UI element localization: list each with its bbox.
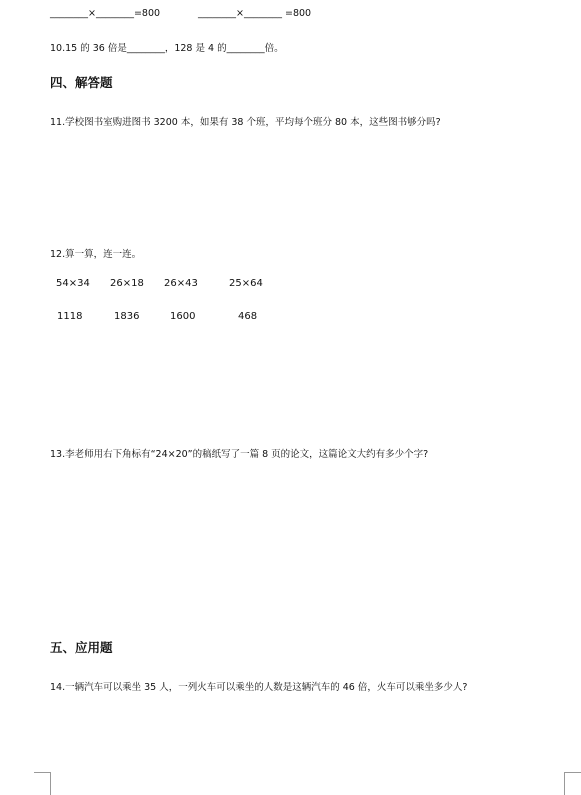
expression-2: 26×18 <box>110 278 144 289</box>
q9-blank-right: ________×________ =800 <box>198 8 312 19</box>
result-4: 468 <box>238 311 258 322</box>
question-14: 14.一辆汽车可以乘坐 35 人，一列火车可以乘坐的人数是这辆汽车的 46 倍，火车可以乘坐多少人? <box>50 682 468 693</box>
question-10: 10.15 的 36 倍是________，128 是 4 的________倍。 <box>50 43 284 54</box>
result-3: 1600 <box>170 311 196 322</box>
expression-3: 26×43 <box>164 278 198 289</box>
page-corner-mark-left <box>34 772 51 795</box>
section-heading-4: 四、解答题 <box>50 75 113 90</box>
question-12-title: 12.算一算，连一连。 <box>50 249 142 260</box>
expression-1: 54×34 <box>56 278 90 289</box>
question-13: 13.李老师用右下角标有“24×20”的稿纸写了一篇 8 页的论文，这篇论文大约有多少个字? <box>50 449 429 460</box>
question-11: 11.学校图书室购进图书 3200 本，如果有 38 个班，平均每个班分 80 本，这些图书够分吗? <box>50 117 441 128</box>
expression-4: 25×64 <box>229 278 263 289</box>
page-corner-mark-right <box>564 772 581 795</box>
section-heading-5: 五、应用题 <box>50 640 113 655</box>
q9-blank-left: ________×________=800 <box>50 8 161 19</box>
result-1: 1118 <box>57 311 83 322</box>
result-2: 1836 <box>114 311 140 322</box>
